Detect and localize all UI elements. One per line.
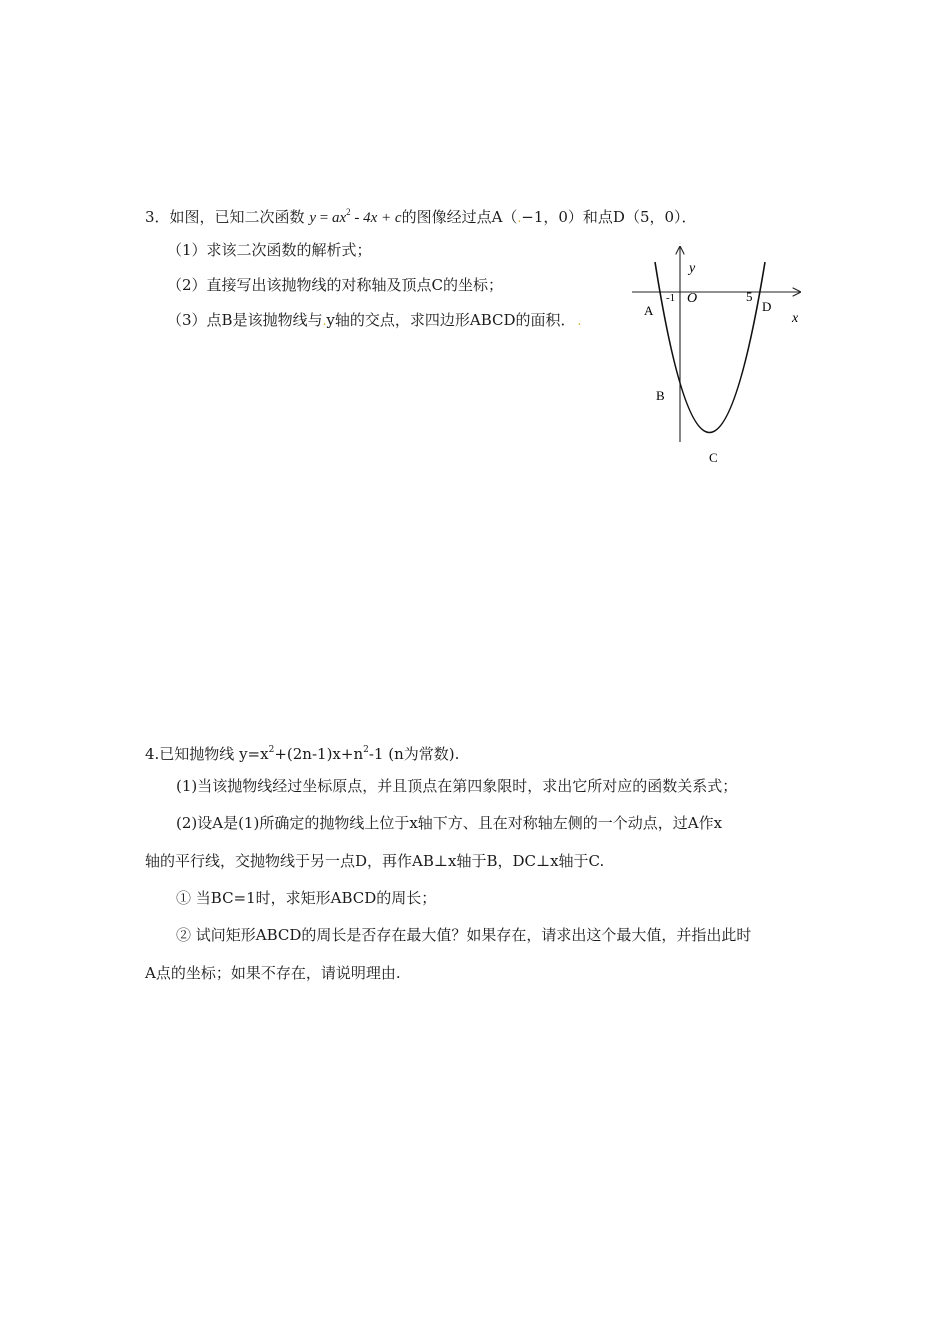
parabola-figure xyxy=(625,242,810,467)
problem4-stem-post: -1 (n为常数). xyxy=(368,745,460,763)
mark-dot: . xyxy=(517,211,522,225)
formula xyxy=(309,207,402,226)
label-y: y xyxy=(689,261,696,276)
problem4-stem-pre: 4.已知抛物线 y=x xyxy=(145,745,269,763)
problem4-part1: (1)当该抛物线经过坐标原点，并且顶点在第四象限时，求出它所对应的函数关系式； xyxy=(176,777,738,795)
mark-dot: . xyxy=(577,314,582,328)
problem3-part3-post: y轴的交点，求四边形ABCD的面积． xyxy=(326,311,576,329)
exponent: 2 xyxy=(268,745,275,755)
formula-exponent: 2 xyxy=(346,207,351,217)
label-x: x xyxy=(792,311,799,326)
problem4-part2-line1: (2)设A是(1)所确定的抛物线上位于x轴下方、且在对称轴左侧的一个动点，过A作x xyxy=(176,814,723,832)
label-a: A xyxy=(644,303,654,318)
problem3-part3-pre: （3）点B是该抛物线与 xyxy=(167,311,323,329)
exponent: 2 xyxy=(363,745,369,755)
problem4-sub1: ① 当BC=1时，求矩形ABCD的周长； xyxy=(176,889,437,907)
label-b: B xyxy=(656,388,665,403)
formula-rest: - 4x + c xyxy=(350,210,402,226)
problem3-intro: 如图，已知二次函数 xyxy=(169,208,305,226)
formula-eq: = xyxy=(316,210,332,226)
problem3-intro-post: 的图像经过点A（ xyxy=(401,208,518,226)
label-c: C xyxy=(709,450,718,465)
label-d: D xyxy=(762,299,772,314)
problem3-part1: （1）求该二次函数的解析式； xyxy=(167,241,372,259)
problem3-part3 xyxy=(167,310,581,331)
problem4-part2-line2: 轴的平行线，交抛物线于另一点D，再作AB⊥x轴于B，DC⊥x轴于C. xyxy=(145,852,605,870)
formula-ax: ax xyxy=(331,210,347,226)
problem3-number: 3． xyxy=(145,208,170,226)
problem3-stem xyxy=(145,202,697,228)
parabola-curve xyxy=(655,262,765,433)
label-5: 5 xyxy=(746,289,753,304)
problem3-part2: （2）直接写出该抛物线的对称轴及顶点C的坐标； xyxy=(167,276,504,294)
mark-dot: . xyxy=(322,314,327,328)
problem4-stem xyxy=(145,740,459,764)
problem4-sub2-line1: ② 试问矩形ABCD的周长是否存在最大值？如果存在，请求出这个最大值，并指出此时 xyxy=(176,926,752,944)
label-neg1: -1 xyxy=(666,292,676,304)
problem4-stem-mid: +(2n-1)x+n xyxy=(274,745,364,763)
problem3-coords: −1，0）和点D（5，0）． xyxy=(521,208,697,226)
problem4-sub2-line2: A点的坐标；如果不存在，请说明理由. xyxy=(145,964,401,982)
label-o: O xyxy=(687,291,698,306)
formula-y: y xyxy=(309,210,317,226)
